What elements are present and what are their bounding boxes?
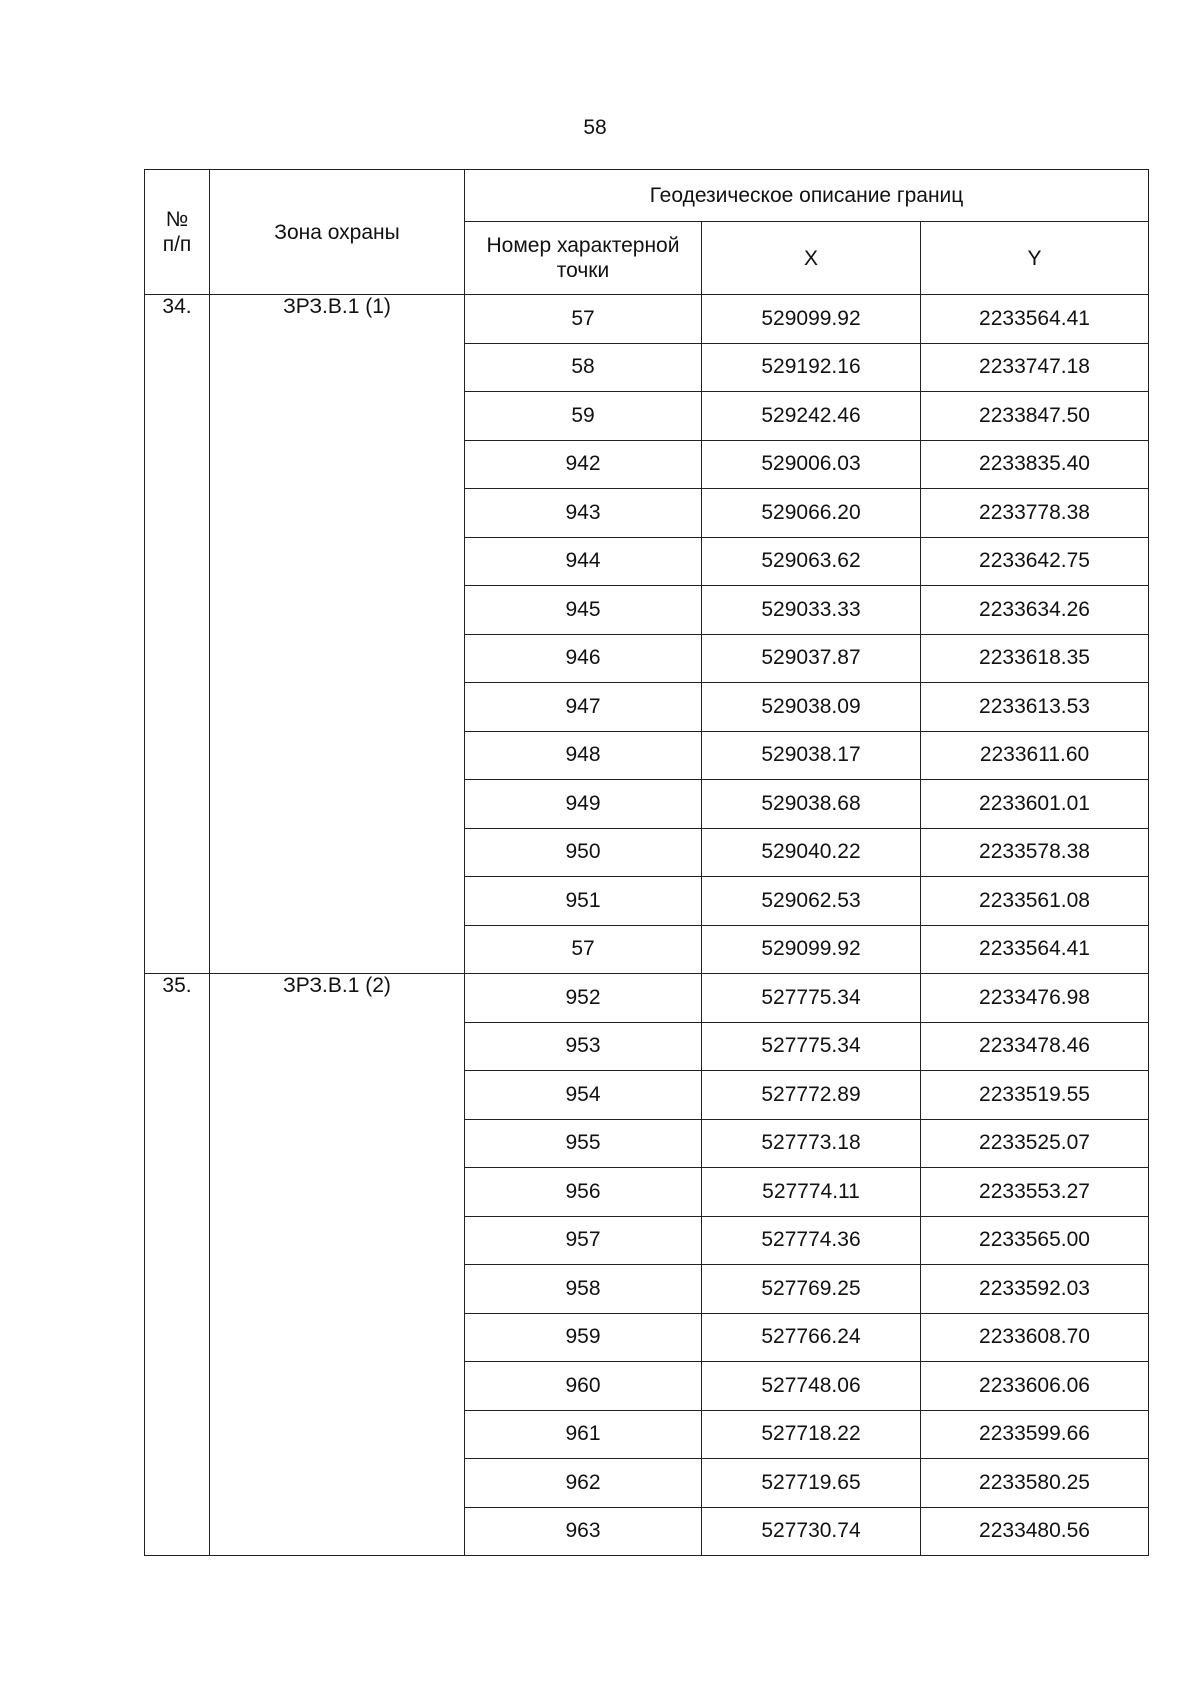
y-coordinate-cell: 2233478.46 [921,1022,1149,1071]
zone-name-cell: ЗРЗ.В.1 (2) [210,974,465,1556]
point-number-cell: 951 [465,877,702,926]
y-coordinate-cell: 2233601.01 [921,780,1149,829]
x-coordinate-cell: 529192.16 [702,343,921,392]
y-coordinate-cell: 2233642.75 [921,537,1149,586]
header-x: X [702,222,921,295]
y-coordinate-cell: 2233592.03 [921,1265,1149,1314]
y-coordinate-cell: 2233835.40 [921,440,1149,489]
x-coordinate-cell: 529038.68 [702,780,921,829]
y-coordinate-cell: 2233580.25 [921,1459,1149,1508]
row-number-cell: 34. [145,295,210,974]
x-coordinate-cell: 527766.24 [702,1313,921,1362]
point-number-cell: 952 [465,974,702,1023]
y-coordinate-cell: 2233578.38 [921,828,1149,877]
point-number-cell: 945 [465,586,702,635]
point-number-cell: 958 [465,1265,702,1314]
point-number-cell: 950 [465,828,702,877]
x-coordinate-cell: 529037.87 [702,634,921,683]
y-coordinate-cell: 2233561.08 [921,877,1149,926]
table-header [145,170,1149,295]
table-row [145,974,1149,1023]
y-coordinate-cell: 2233565.00 [921,1216,1149,1265]
point-number-cell: 59 [465,392,702,441]
point-number-cell: 962 [465,1459,702,1508]
point-number-cell: 57 [465,925,702,974]
point-number-cell: 947 [465,683,702,732]
header-num-label: № п/п [162,208,192,256]
row-number-cell: 35. [145,974,210,1556]
x-coordinate-cell: 527769.25 [702,1265,921,1314]
y-coordinate-cell: 2233519.55 [921,1071,1149,1120]
x-coordinate-cell: 529066.20 [702,489,921,538]
point-number-cell: 946 [465,634,702,683]
x-coordinate-cell: 529006.03 [702,440,921,489]
point-number-cell: 942 [465,440,702,489]
x-coordinate-cell: 527774.36 [702,1216,921,1265]
point-number-cell: 58 [465,343,702,392]
x-coordinate-cell: 527775.34 [702,1022,921,1071]
point-number-cell: 949 [465,780,702,829]
x-coordinate-cell: 529038.17 [702,731,921,780]
y-coordinate-cell: 2233525.07 [921,1119,1149,1168]
x-coordinate-cell: 527748.06 [702,1362,921,1411]
y-coordinate-cell: 2233747.18 [921,343,1149,392]
x-coordinate-cell: 529063.62 [702,537,921,586]
x-coordinate-cell: 529242.46 [702,392,921,441]
page-number: 58 [583,116,607,139]
x-coordinate-cell: 529038.09 [702,683,921,732]
table-row [145,295,1149,344]
x-coordinate-cell: 529062.53 [702,877,921,926]
y-coordinate-cell: 2233778.38 [921,489,1149,538]
point-number-cell: 963 [465,1507,702,1556]
y-coordinate-cell: 2233564.41 [921,925,1149,974]
y-coordinate-cell: 2233606.06 [921,1362,1149,1411]
x-coordinate-cell: 527773.18 [702,1119,921,1168]
point-number-cell: 961 [465,1410,702,1459]
y-coordinate-cell: 2233618.35 [921,634,1149,683]
zone-name-cell: ЗРЗ.В.1 (1) [210,295,465,974]
y-coordinate-cell: 2233634.26 [921,586,1149,635]
header-num [145,170,210,295]
header-zone: Зона охраны [210,170,465,295]
y-coordinate-cell: 2233564.41 [921,295,1149,344]
x-coordinate-cell: 527772.89 [702,1071,921,1120]
point-number-cell: 955 [465,1119,702,1168]
x-coordinate-cell: 529040.22 [702,828,921,877]
header-geodesic-description: Геодезическое описание границ [465,170,1149,222]
y-coordinate-cell: 2233608.70 [921,1313,1149,1362]
x-coordinate-cell: 527774.11 [702,1168,921,1217]
x-coordinate-cell: 527718.22 [702,1410,921,1459]
y-coordinate-cell: 2233611.60 [921,731,1149,780]
y-coordinate-cell: 2233480.56 [921,1507,1149,1556]
point-number-cell: 943 [465,489,702,538]
y-coordinate-cell: 2233847.50 [921,392,1149,441]
header-point-number: Номер характерной точки [465,222,702,295]
point-number-cell: 960 [465,1362,702,1411]
x-coordinate-cell: 529099.92 [702,925,921,974]
x-coordinate-cell: 529033.33 [702,586,921,635]
y-coordinate-cell: 2233599.66 [921,1410,1149,1459]
header-y: Y [921,222,1149,295]
x-coordinate-cell: 527719.65 [702,1459,921,1508]
y-coordinate-cell: 2233613.53 [921,683,1149,732]
point-number-cell: 953 [465,1022,702,1071]
point-number-cell: 954 [465,1071,702,1120]
table-body [145,295,1149,1556]
point-number-cell: 944 [465,537,702,586]
point-number-cell: 957 [465,1216,702,1265]
y-coordinate-cell: 2233553.27 [921,1168,1149,1217]
point-number-cell: 948 [465,731,702,780]
x-coordinate-cell: 527730.74 [702,1507,921,1556]
x-coordinate-cell: 527775.34 [702,974,921,1023]
geodesic-boundaries-table [144,169,1149,1556]
point-number-cell: 956 [465,1168,702,1217]
point-number-cell: 959 [465,1313,702,1362]
y-coordinate-cell: 2233476.98 [921,974,1149,1023]
point-number-cell: 57 [465,295,702,344]
x-coordinate-cell: 529099.92 [702,295,921,344]
